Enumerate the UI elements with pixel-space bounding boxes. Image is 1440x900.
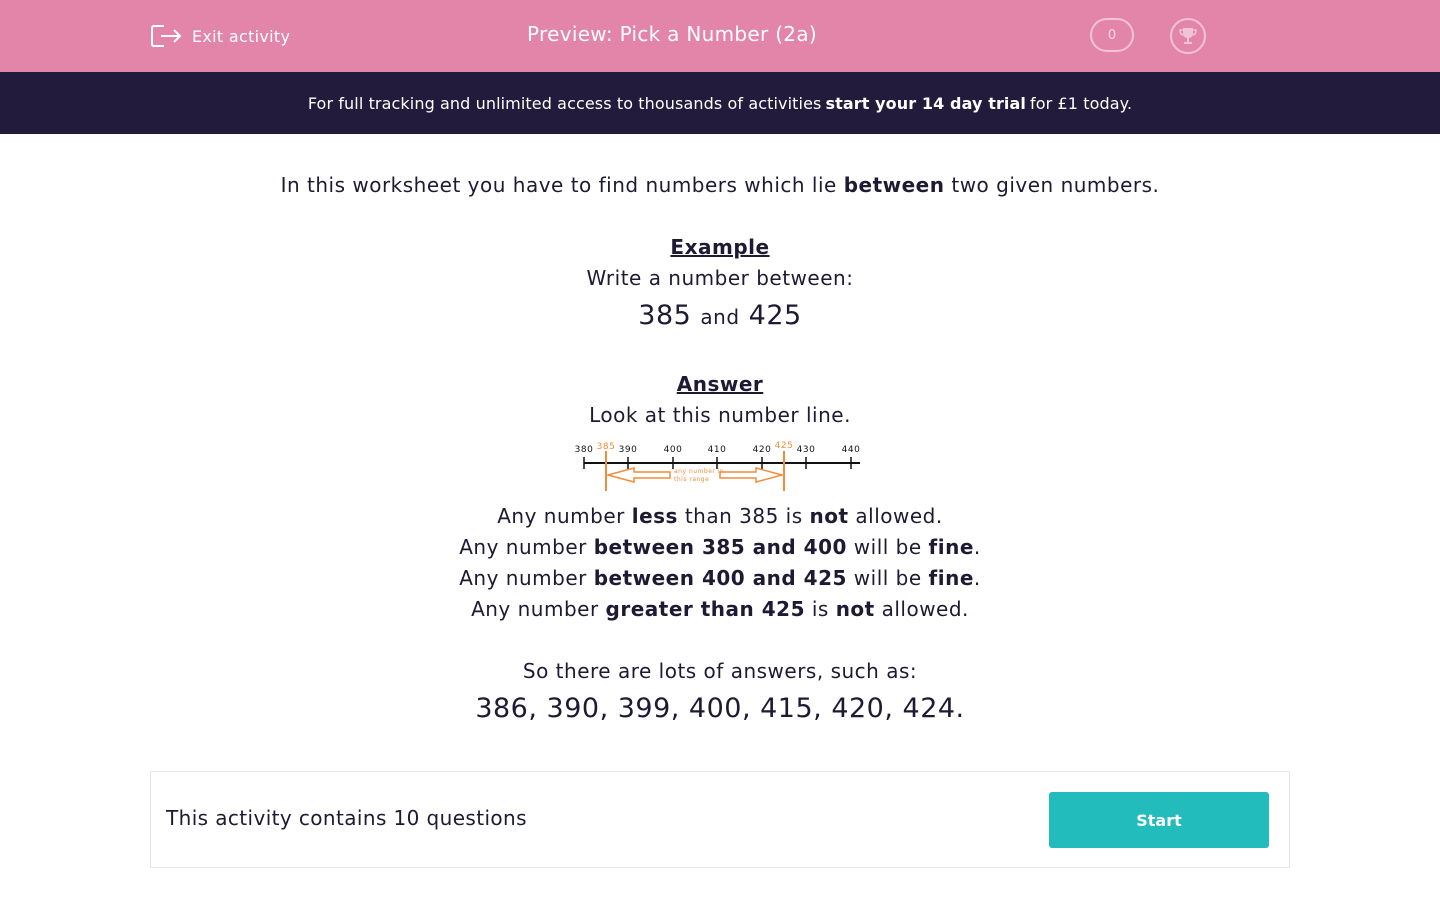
tick-label: 430 [796,445,816,455]
promo-suffix: for £1 today. [1030,93,1133,113]
tick-label: 410 [707,445,727,455]
tick-label: 400 [663,445,683,455]
range-note: this range [674,476,710,483]
tick-label: 440 [841,445,861,455]
answer-heading: Answer [676,372,764,396]
example-heading: Example [670,235,770,259]
rule-line: Any number greater than 425 is not allowed. [471,597,969,621]
tick-label: 380 [574,445,594,455]
trial-link[interactable]: start your 14 day trial [825,93,1027,113]
example-prompt: Write a number between: [586,266,854,290]
intro-text: In this worksheet you have to find numbers which lie between two given numbers. [280,173,1160,197]
start-button[interactable]: Start [1049,792,1269,848]
example-answers: 386, 390, 399, 400, 415, 420, 424. [475,693,965,724]
rule-line: Any number between 385 and 400 will be fine. [459,535,981,559]
question-count: This activity contains 10 questions [166,806,527,830]
exit-activity-button[interactable] [150,20,290,52]
exit-activity-label: Exit activity [192,26,291,46]
right-arrow [720,468,782,482]
number-line-diagram [570,439,870,497]
instructions [0,170,1440,731]
promo-text: For full tracking and unlimited access to thousands of activities [307,93,822,113]
trial-promo-banner [0,72,1440,134]
activity-start-card [150,771,1290,868]
score-badge: 0 [1090,18,1134,52]
mark-label-low: 385 [596,442,616,452]
range-note: any number in [674,468,725,475]
answer-look: Look at this number line. [589,403,851,427]
top-bar [0,0,1440,72]
rule-line: Any number between 400 and 425 will be fine. [459,566,981,590]
tick-label: 390 [618,445,638,455]
trophy-icon[interactable] [1170,18,1206,54]
exit-icon [150,22,182,50]
left-arrow [608,468,670,482]
rule-line: Any number less than 385 is not allowed. [497,504,943,528]
mark-label-high: 425 [774,441,794,451]
example-numbers: 385 and 425 [638,300,802,331]
page-title: Preview: Pick a Number (2a) [527,22,817,46]
tick-label: 420 [752,445,772,455]
answers-intro: So there are lots of answers, such as: [522,659,918,683]
